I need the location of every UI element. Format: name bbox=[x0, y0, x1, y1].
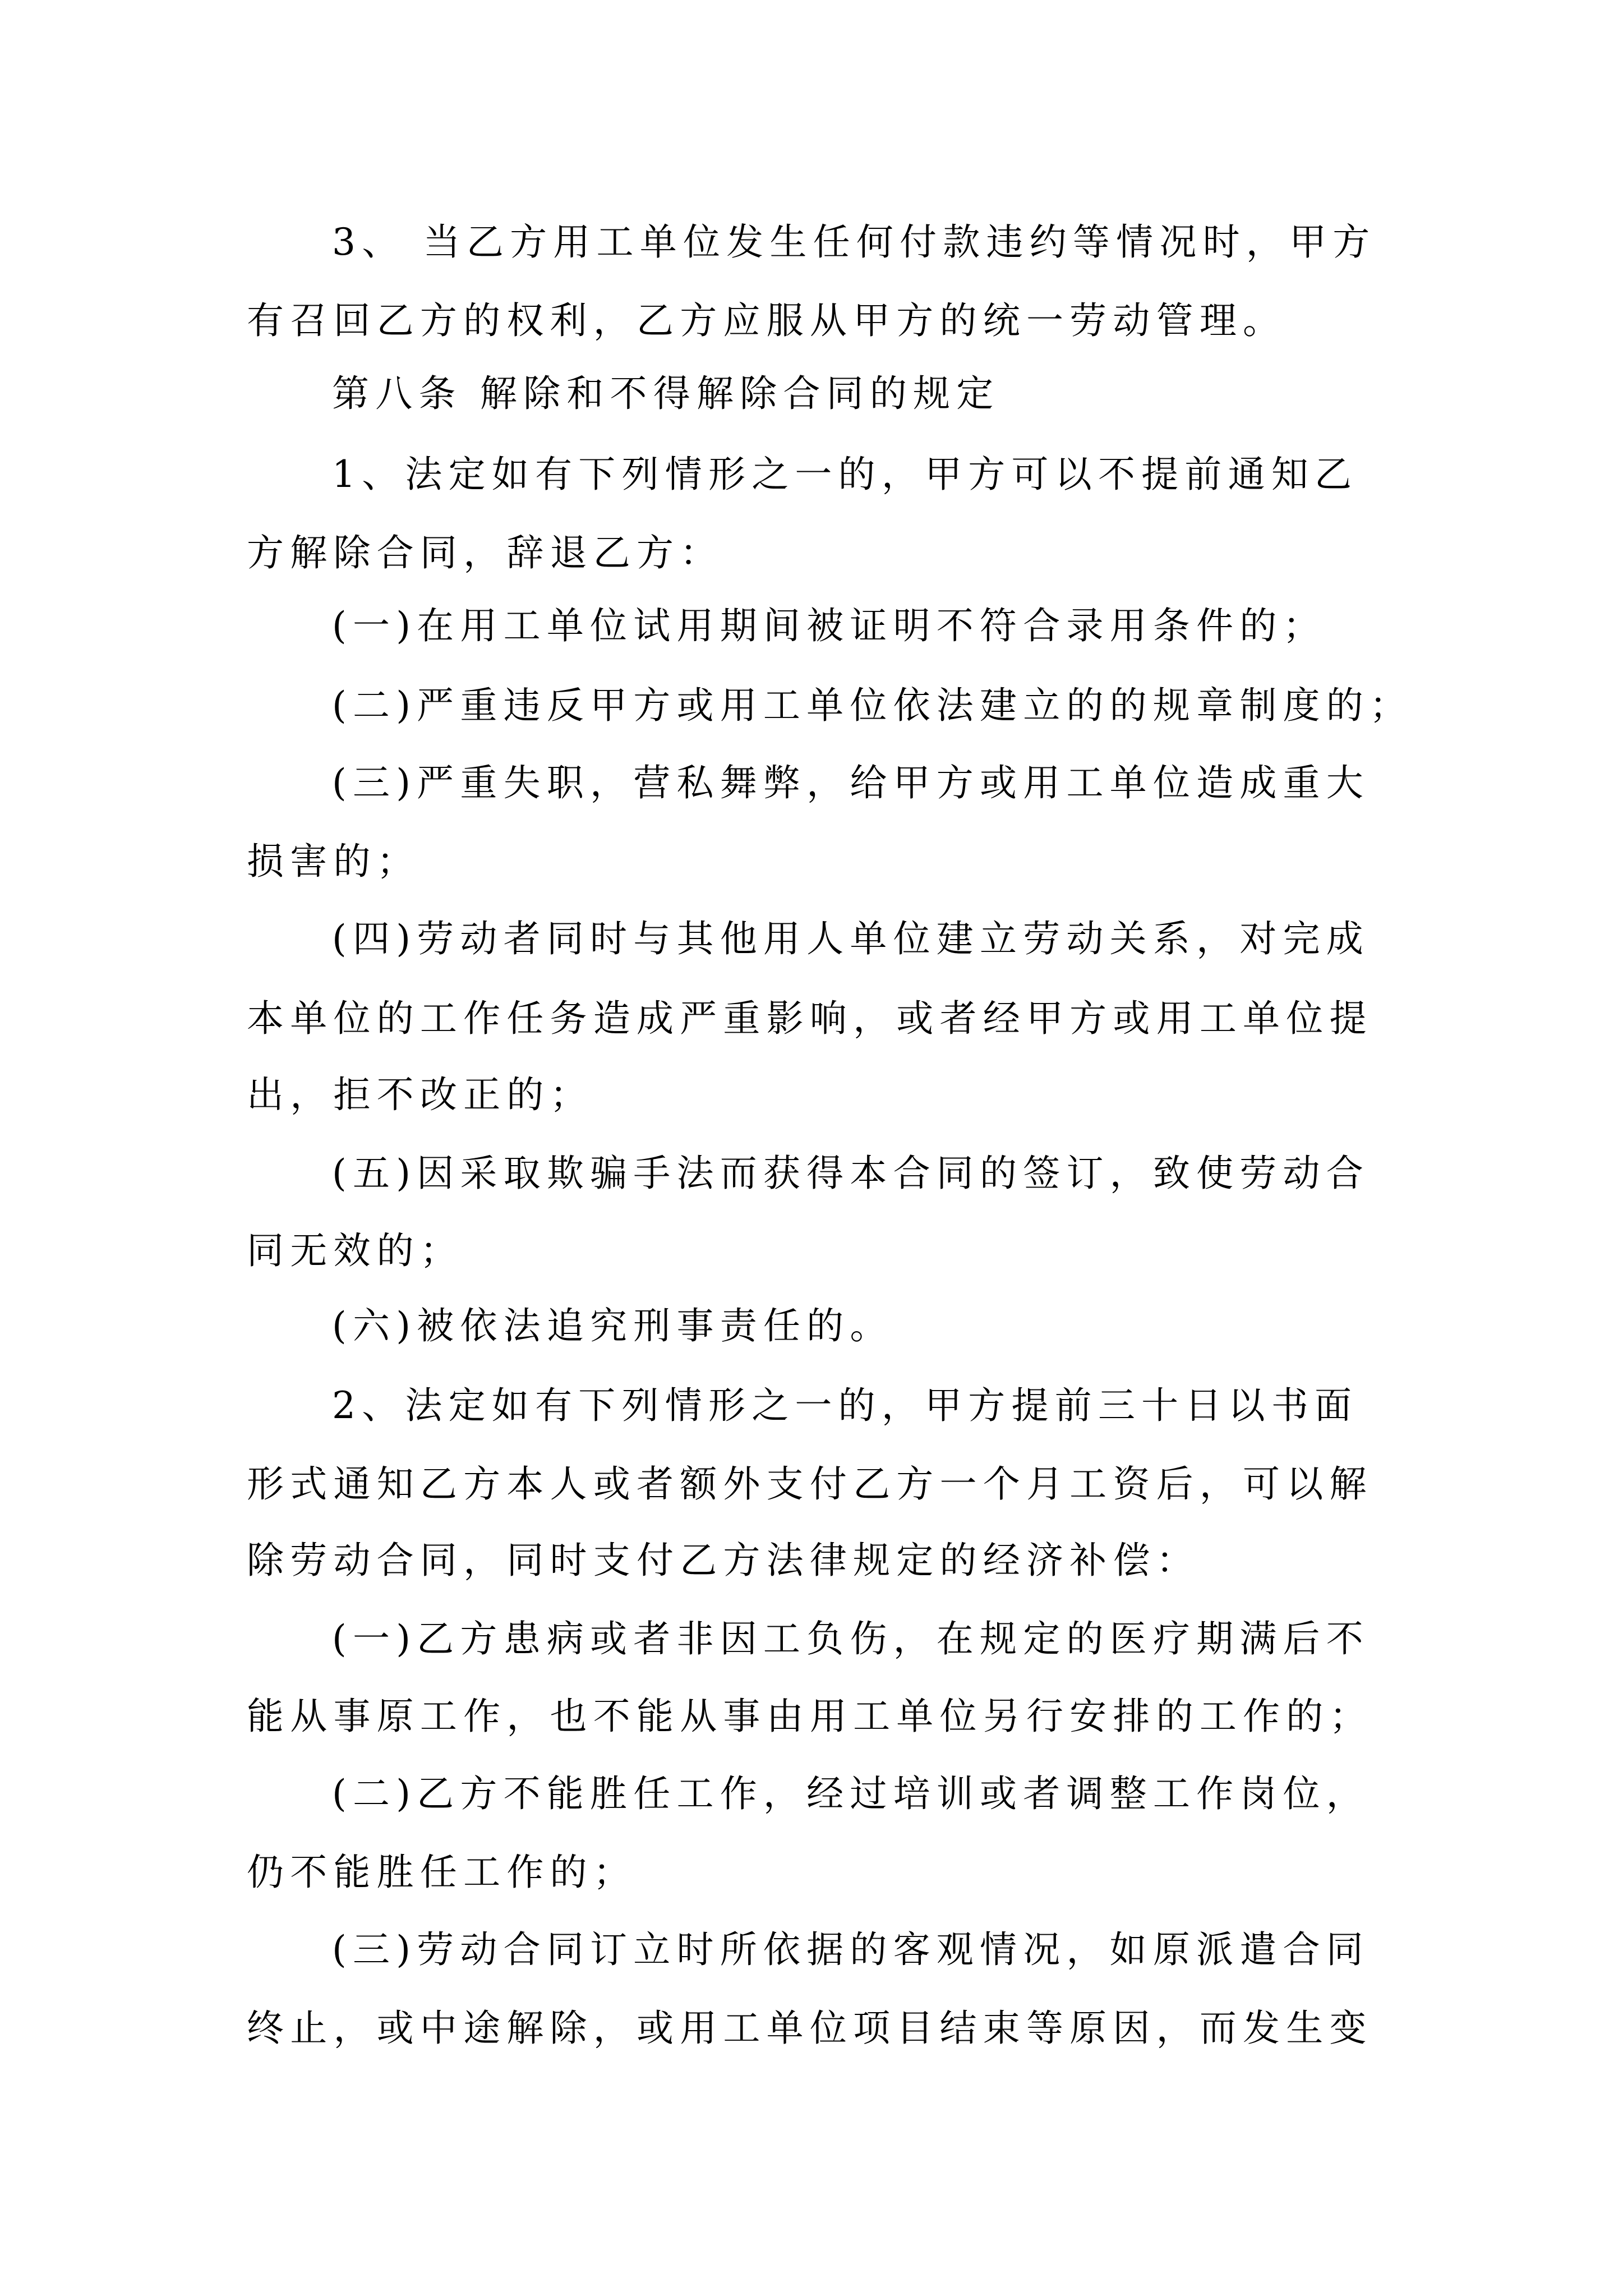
list-item-continuation: 损害的； bbox=[247, 840, 420, 883]
list-item: (六)被依法追究刑事责任的。 bbox=[332, 1304, 893, 1347]
list-item-continuation: 能从事原工作，也不能从事由用工单位另行安排的工作的； bbox=[247, 1695, 1373, 1738]
section-heading: 第八条 解除和不得解除合同的规定 bbox=[332, 372, 1000, 415]
paragraph-line: 2、法定如有下列情形之一的，甲方提前三十日以书面 bbox=[332, 1384, 1358, 1427]
paragraph-line: 方解除合同，辞退乙方： bbox=[247, 531, 723, 574]
list-item: (一)在用工单位试用期间被证明不符合录用条件的； bbox=[332, 604, 1326, 647]
paragraph-line: 除劳动合同，同时支付乙方法律规定的经济补偿： bbox=[247, 1539, 1200, 1582]
list-item-continuation: 终止，或中途解除，或用工单位项目结束等原因，而发生变 bbox=[247, 2007, 1373, 2050]
paragraph-line: 1、法定如有下列情形之一的，甲方可以不提前通知乙 bbox=[332, 453, 1358, 496]
list-item-continuation: 本单位的工作任务造成严重影响，或者经甲方或用工单位提 bbox=[247, 997, 1373, 1040]
paragraph-line: 3、 当乙方用工单位发生任何付款违约等情况时，甲方 bbox=[332, 220, 1376, 264]
list-item-continuation: 出，拒不改正的； bbox=[247, 1073, 593, 1116]
list-item: (一)乙方患病或者非因工负伤，在规定的医疗期满后不 bbox=[332, 1617, 1370, 1660]
list-item: (四)劳动者同时与其他用人单位建立劳动关系，对完成 bbox=[332, 917, 1370, 960]
list-item-continuation: 同无效的； bbox=[247, 1229, 464, 1272]
list-item: (二)严重违反甲方或用工单位依法建立的的规章制度的； bbox=[332, 684, 1413, 727]
paragraph-line: 有召回乙方的权利，乙方应服从甲方的统一劳动管理。 bbox=[247, 299, 1287, 342]
list-item: (二)乙方不能胜任工作，经过培训或者调整工作岗位， bbox=[332, 1772, 1370, 1815]
paragraph-line: 形式通知乙方本人或者额外支付乙方一个月工资后，可以解 bbox=[247, 1462, 1373, 1506]
list-item: (三)严重失职，营私舞弊，给甲方或用工单位造成重大 bbox=[332, 761, 1370, 804]
list-item-continuation: 仍不能胜任工作的； bbox=[247, 1851, 637, 1894]
list-item: (五)因采取欺骗手法而获得本合同的签订，致使劳动合 bbox=[332, 1152, 1370, 1195]
list-item: (三)劳动合同订立时所依据的客观情况，如原派遣合同 bbox=[332, 1928, 1370, 1971]
